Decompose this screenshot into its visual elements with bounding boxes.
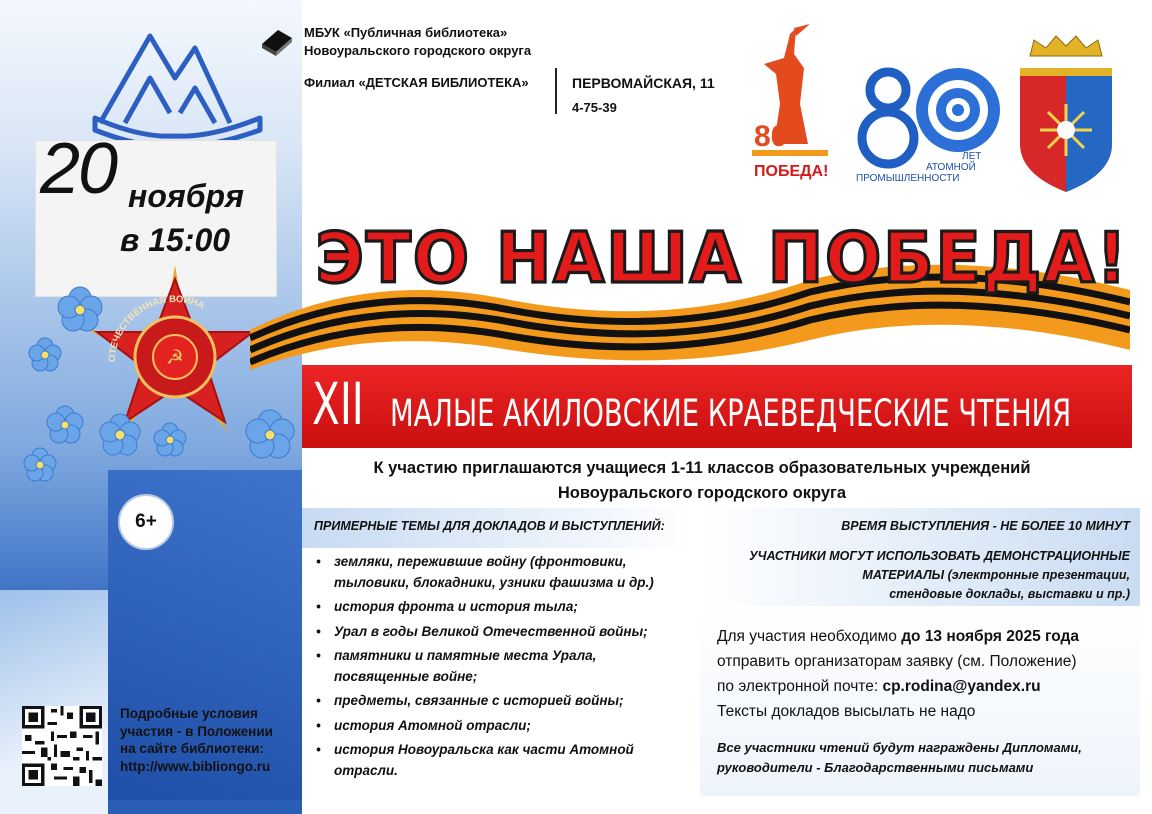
event-month: ноября: [128, 178, 244, 214]
invitation-line2: Новоуральского городского округа: [557, 484, 847, 502]
atom-80-logo: [852, 60, 1002, 186]
apply-line2: отправить организаторам заявку (см. Положение): [717, 653, 1077, 670]
branch-name: Филиал «ДЕТСКАЯ БИБЛИОТЕКА»: [304, 75, 529, 90]
subtitle: МАЛЫЕ АКИЛОВСКИЕ КРАЕВЕДЧЕСКИЕ ЧТЕНИЯ: [390, 392, 1072, 435]
invitation-line1: К участию приглашаются учащиеся 1-11 классов образовательных учреждений: [373, 459, 1031, 477]
list-item: • история Новоуральска как части Атомной отрасли.: [312, 740, 692, 781]
qr-code-icon[interactable]: [22, 706, 102, 786]
event-day: 20: [40, 129, 117, 209]
edition-number: XII: [312, 370, 364, 438]
apply-line4: Тексты докладов высылать не надо: [717, 703, 976, 720]
book-icon: [260, 24, 294, 58]
address: ПЕРВОМАЙСКАЯ, 11: [572, 75, 715, 91]
list-item: • памятники и памятные места Урала, посвященные войне;: [312, 646, 692, 687]
main-title: ЭТО НАША ПОБЕДА!: [315, 218, 1129, 299]
list-item: • история фронта и история тыла;: [312, 597, 692, 618]
topics-title: ПРИМЕРНЫЕ ТЕМЫ ДЛЯ ДОКЛАДОВ И ВЫСТУПЛЕНИЙ:: [314, 519, 665, 533]
details-line3: на сайте библиотеки:: [120, 741, 264, 756]
contact-email[interactable]: cp.rodina@yandex.ru: [882, 678, 1041, 695]
victory-80-text: ПОБЕДА!: [754, 163, 829, 180]
list-item: • Урал в годы Великой Отечественной войны;: [312, 622, 692, 643]
invitation-text: [302, 456, 1102, 506]
list-item: • предметы, связанные с историей войны;: [312, 691, 692, 712]
website-link[interactable]: http://www.bibliongo.ru: [120, 758, 271, 774]
list-item: • история Атомной отрасли;: [312, 716, 692, 737]
materials-line3: стендовые доклады, выставки и пр.): [889, 587, 1130, 601]
list-item: • земляки, пережившие войну (фронтовики, тыловики, блокадники, узники фашизма и др.): [312, 552, 692, 593]
materials-note: [700, 547, 1130, 604]
atom-text-line2: АТОМНОЙ: [926, 162, 976, 173]
order-text: ОТЕЧЕСТВЕННАЯ ВОЙНА: [106, 293, 207, 363]
header-divider: [555, 68, 557, 114]
awards-line1: Все участники чтений будут награждены Дипломами,: [717, 740, 1082, 755]
victory-80-number: 80: [754, 120, 788, 153]
atom-text-line3: ПРОМЫШЛЕННОСТИ: [856, 173, 960, 184]
apply-prefix: Для участия необходимо: [717, 628, 902, 645]
org-name-line2: Новоуральского городского округа: [304, 43, 532, 58]
details-line1: Подробные условия: [120, 706, 258, 721]
time-limit: ВРЕМЯ ВЫСТУПЛЕНИЯ - НЕ БОЛЕЕ 10 МИНУТ: [841, 519, 1130, 533]
materials-line2: МАТЕРИАЛЫ (электронные презентации,: [862, 568, 1130, 582]
victory-80-logo: [750, 24, 832, 186]
phone: 4-75-39: [572, 100, 617, 115]
application-info: [717, 624, 1137, 724]
org-name-line1: МБУК «Публичная библиотека»: [304, 25, 508, 40]
awards-note: [717, 738, 1137, 778]
details-line2: участия - в Положении: [120, 723, 273, 739]
svg-text:☭: ☭: [166, 345, 184, 369]
event-time: в 15:00: [120, 222, 231, 258]
materials-line1: УЧАСТНИКИ МОГУТ ИСПОЛЬЗОВАТЬ ДЕМОНСТРАЦИОННЫЕ: [749, 549, 1130, 563]
age-rating-badge: 6+: [118, 494, 174, 550]
topics-list: [312, 552, 692, 785]
coat-of-arms-icon: [1016, 34, 1116, 194]
awards-line2: руководители - Благодарственными письмами: [717, 760, 1034, 775]
details-info: [120, 705, 300, 775]
atom-text-line1: ЛЕТ: [962, 151, 982, 162]
apply-deadline: до 13 ноября 2025 года: [901, 628, 1079, 645]
apply-email-prefix: по электронной почте:: [717, 678, 883, 695]
